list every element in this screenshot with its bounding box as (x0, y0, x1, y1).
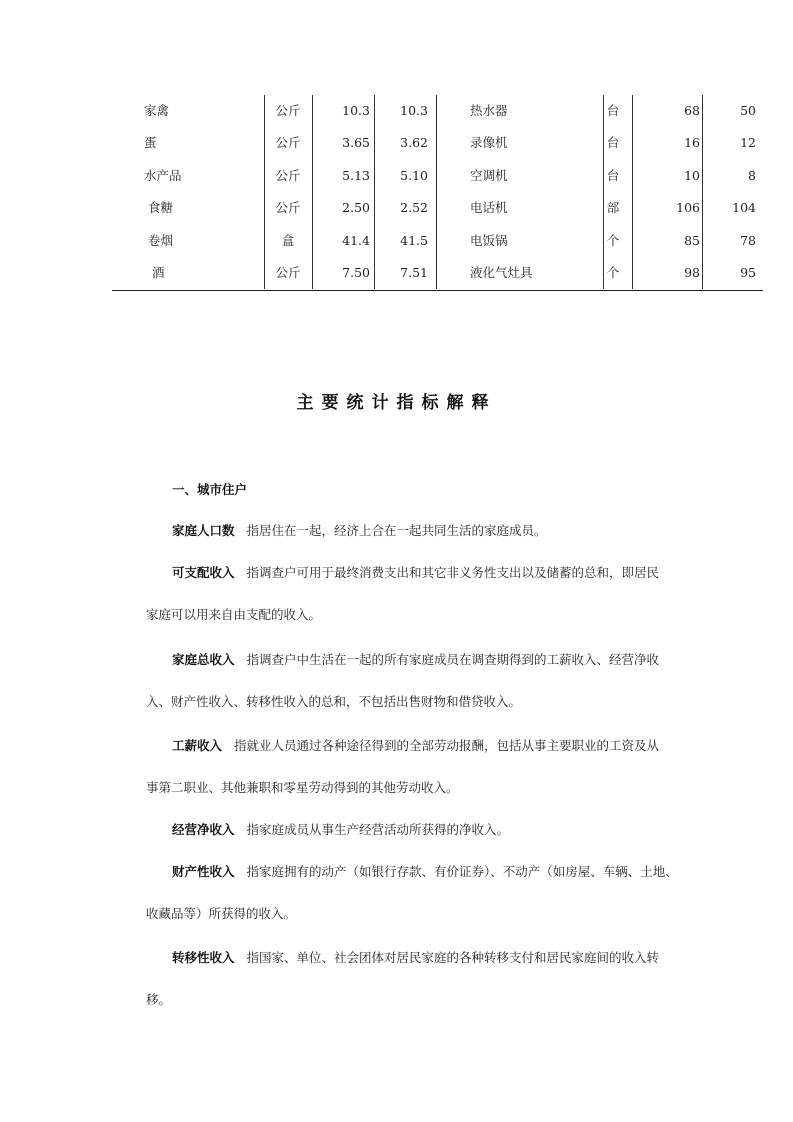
item-unit: 公斤 (275, 265, 301, 280)
definition-text: 移。 (146, 992, 172, 1007)
definition-text: 指就业人员通过各种途径得到的全部劳动报酬，包括从事主要职业的工资及从 (234, 738, 660, 753)
definition-text: 指调查户可用于最终消费支出和其它非义务性支出以及储蓄的总和，即居民 (246, 565, 660, 580)
table-row (112, 127, 763, 159)
definition-term: 财产性收入 (172, 864, 235, 879)
item-name: 热水器 (470, 103, 508, 118)
table-row (112, 160, 763, 192)
definition-text: 入、财产性收入、转移性收入的总和，不包括出售财物和借贷收入。 (146, 694, 522, 709)
item-value: 2.52 (400, 200, 428, 215)
definition-wage-income (146, 734, 660, 818)
item-name: 酒 (144, 265, 165, 280)
section-heading: 一、城市住户 (172, 482, 248, 497)
item-value: 78 (740, 233, 756, 248)
item-value: 85 (684, 233, 700, 248)
item-name: 蛋 (144, 135, 157, 150)
definition-text: 事第二职业、其他兼职和零星劳动得到的其他劳动收入。 (146, 780, 459, 795)
item-name: 录像机 (470, 135, 508, 150)
definition-household-size (146, 519, 656, 561)
item-value: 10.3 (342, 103, 370, 118)
definition-text: 指调查户中生活在一起的所有家庭成员在调查期得到的工薪收入、经营净收 (246, 652, 660, 667)
definition-term: 工薪收入 (172, 738, 223, 753)
definition-term: 转移性收入 (172, 950, 235, 965)
table-row (112, 257, 763, 289)
item-value: 2.50 (342, 200, 370, 215)
item-value: 41.4 (342, 233, 370, 248)
definition-term: 经营净收入 (172, 822, 235, 837)
item-name: 电饭锅 (470, 233, 508, 248)
item-value: 3.62 (400, 135, 428, 150)
item-value: 10 (684, 168, 700, 183)
item-unit: 公斤 (275, 168, 301, 183)
item-name: 水产品 (144, 168, 182, 183)
item-unit: 个 (606, 233, 620, 248)
item-value: 95 (740, 265, 756, 280)
item-value: 7.50 (342, 265, 370, 280)
table-row (112, 192, 763, 224)
item-value: 41.5 (400, 233, 428, 248)
definition-text: 指居住在一起，经济上合在一起共同生活的家庭成员。 (246, 523, 547, 538)
item-unit: 盒 (281, 233, 295, 248)
item-value: 12 (740, 135, 756, 150)
item-unit: 台 (606, 103, 620, 118)
item-unit: 部 (606, 200, 620, 215)
item-name: 空调机 (470, 168, 508, 183)
item-name: 卷烟 (144, 233, 173, 248)
definition-text: 指家庭拥有的动产（如银行存款、有价证券）、不动产（如房屋、车辆、土地、 (246, 864, 678, 879)
item-unit: 台 (606, 168, 620, 183)
definition-text: 收藏品等）所获得的收入。 (146, 906, 297, 921)
definition-term: 可支配收入 (172, 565, 235, 580)
definition-transfer-income (146, 946, 660, 1030)
item-value: 106 (676, 200, 700, 215)
definition-text: 家庭可以用来自由支配的收入。 (146, 607, 322, 622)
definition-disposable-income (146, 561, 660, 645)
consumption-table (112, 95, 763, 291)
table-row (112, 95, 763, 127)
page-title: 主要统计指标解释 (296, 393, 497, 413)
definition-total-income (146, 648, 660, 732)
item-value: 68 (684, 103, 700, 118)
item-unit: 公斤 (275, 103, 301, 118)
item-name: 液化气灶具 (470, 265, 533, 280)
item-value: 104 (732, 200, 756, 215)
item-unit: 公斤 (275, 135, 301, 150)
item-value: 98 (684, 265, 700, 280)
item-value: 5.10 (400, 168, 428, 183)
item-unit: 台 (606, 135, 620, 150)
definition-text: 指国家、单位、社会团体对居民家庭的各种转移支付和居民家庭间的收入转 (246, 950, 660, 965)
item-name: 食糖 (144, 200, 173, 215)
definition-term: 家庭人口数 (172, 523, 235, 538)
item-value: 16 (684, 135, 700, 150)
item-value: 50 (740, 103, 756, 118)
item-unit: 公斤 (275, 200, 301, 215)
item-name: 家禽 (144, 103, 170, 118)
table-bottom-rule (112, 290, 763, 291)
item-value: 10.3 (400, 103, 428, 118)
item-value: 3.65 (342, 135, 370, 150)
table-row (112, 225, 763, 257)
item-value: 5.13 (342, 168, 370, 183)
definition-term: 家庭总收入 (172, 652, 235, 667)
definition-text: 指家庭成员从事生产经营活动所获得的净收入。 (246, 822, 510, 837)
item-unit: 个 (606, 265, 620, 280)
item-value: 7.51 (400, 265, 428, 280)
definition-business-income (146, 818, 656, 860)
item-name: 电话机 (470, 200, 508, 215)
definition-property-income (146, 860, 678, 944)
item-value: 8 (748, 168, 756, 183)
